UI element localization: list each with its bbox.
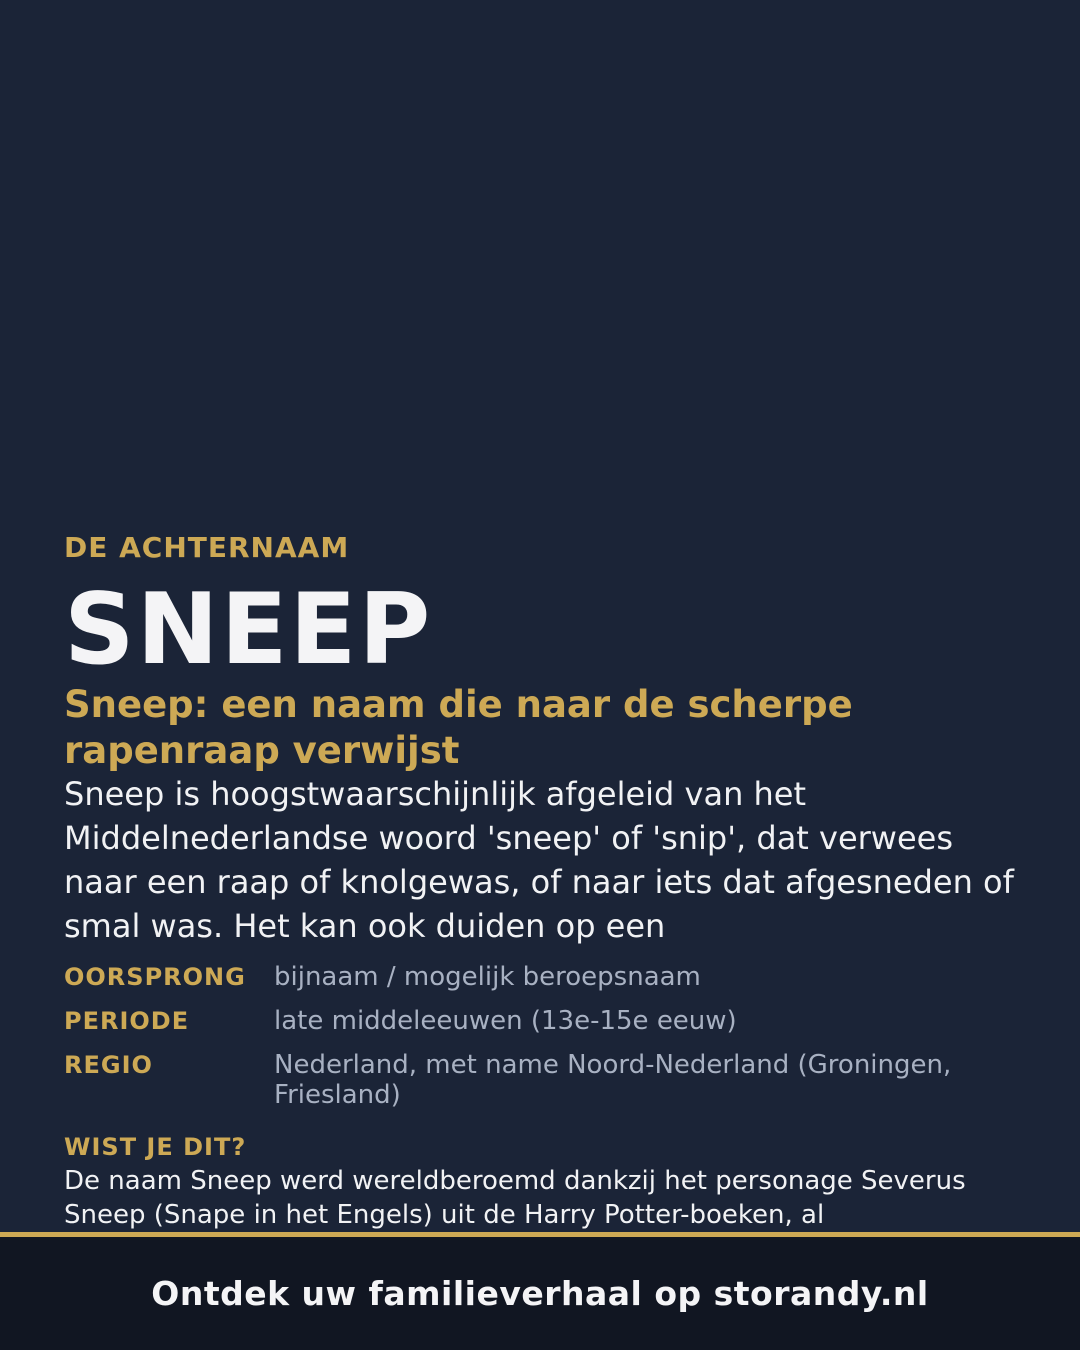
surname-subtitle: Sneep: een naam die naar de scherpe rapenraap verwijst — [64, 683, 853, 772]
fact-value: Nederland, met name Noord-Nederland (Groningen, Friesland) — [274, 1050, 952, 1110]
fact-value: bijnaam / mogelijk beroepsnaam — [274, 962, 701, 992]
fact-row-region — [64, 1050, 1024, 1110]
fact-label: REGIO — [64, 1051, 153, 1079]
fact-row-period — [64, 1006, 1024, 1036]
fact-label: OORSPRONG — [64, 963, 246, 991]
fact-label: PERIODE — [64, 1007, 190, 1035]
fact-value: late middeleeuwen (13e-15e eeuw) — [274, 1006, 737, 1036]
surname-title: SNEEP — [64, 573, 433, 687]
footer-banner — [0, 1232, 1080, 1350]
facts-list — [64, 962, 1024, 1124]
did-you-know-title: WIST JE DIT? — [64, 1133, 247, 1161]
eyebrow-label: DE ACHTERNAAM — [64, 531, 350, 564]
surname-card — [64, 528, 1024, 1230]
did-you-know-text: De naam Sneep werd wereldberoemd dankzij het personage Severus Sneep (Snape in het Engels) uit de Harry Potter-boeken, al — [64, 1166, 966, 1230]
surname-description: Sneep is hoogstwaarschijnlijk afgeleid van het Middelnederlandse woord 'sneep' of 'snip', dat verwees naar een raap of knolgewas, of naar iets dat afgesneden of smal was. Het kan ook duiden op een — [64, 775, 1014, 945]
footer-cta[interactable]: Ontdek uw familieverhaal op storandy.nl — [151, 1274, 929, 1313]
fact-row-origin — [64, 962, 1024, 992]
did-you-know-section — [64, 1132, 1024, 1232]
